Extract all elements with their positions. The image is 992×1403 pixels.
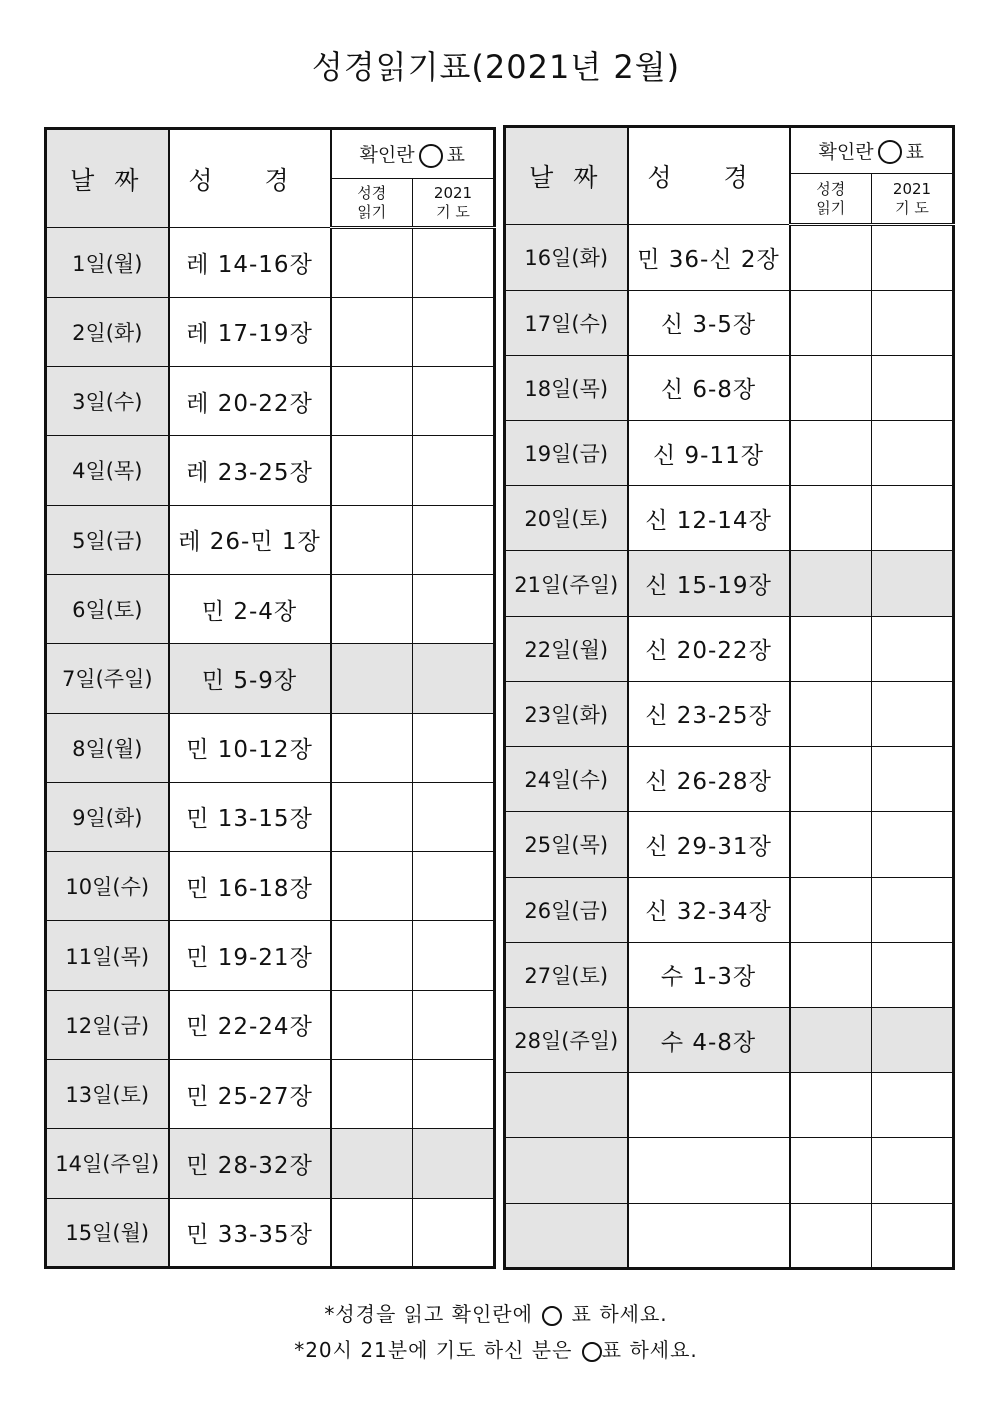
note-pray-text: *20시 21분에 기도 하신 분은 xyxy=(294,1338,573,1362)
reading-cell: 신 23-25장 xyxy=(628,681,790,746)
read-check-box[interactable] xyxy=(790,681,872,746)
table-row xyxy=(46,574,495,643)
circle-mark-icon xyxy=(419,144,443,168)
date-cell: 1일(월) xyxy=(46,228,169,297)
date-cell: 20일(토) xyxy=(505,486,628,551)
date-cell: 8일(월) xyxy=(46,713,169,782)
pray-check-box[interactable] xyxy=(872,225,954,290)
read-check-box[interactable] xyxy=(331,644,413,713)
table-row xyxy=(46,1059,495,1128)
reading-cell xyxy=(628,1073,790,1138)
pray-check-box[interactable] xyxy=(872,486,954,551)
date-cell: 25일(목) xyxy=(505,812,628,877)
reading-cell: 신 29-31장 xyxy=(628,812,790,877)
header-date: 날 짜 xyxy=(46,129,169,228)
reading-cell: 민 5-9장 xyxy=(169,644,331,713)
reading-cell: 신 3-5장 xyxy=(628,290,790,355)
reading-cell: 레 23-25장 xyxy=(169,436,331,505)
reading-cell: 수 1-3장 xyxy=(628,942,790,1007)
pray-check-box[interactable] xyxy=(413,1129,495,1198)
pray-check-box[interactable] xyxy=(872,1138,954,1203)
table-row xyxy=(505,942,954,1007)
reading-cell: 민 25-27장 xyxy=(169,1059,331,1128)
date-cell: 13일(토) xyxy=(46,1059,169,1128)
circle-mark-icon xyxy=(878,140,902,164)
read-check-box[interactable] xyxy=(790,1203,872,1268)
read-check-box[interactable] xyxy=(790,1073,872,1138)
date-cell: 24일(수) xyxy=(505,747,628,812)
read-check-box[interactable] xyxy=(790,747,872,812)
pray-check-box[interactable] xyxy=(872,747,954,812)
table-row xyxy=(46,1198,495,1267)
pray-check-box[interactable] xyxy=(872,355,954,420)
reading-cell: 레 17-19장 xyxy=(169,297,331,366)
date-cell: 14일(주일) xyxy=(46,1129,169,1198)
pray-check-box[interactable] xyxy=(413,782,495,851)
table-row xyxy=(505,551,954,616)
read-check-box[interactable] xyxy=(331,505,413,574)
table-row xyxy=(46,436,495,505)
header-pray: 2021 기 도 xyxy=(872,174,954,225)
header-row xyxy=(46,129,495,179)
table-row xyxy=(505,1203,954,1268)
pray-check-box[interactable] xyxy=(413,644,495,713)
reading-cell: 민 22-24장 xyxy=(169,990,331,1059)
note-pray-suffix: 표 하세요. xyxy=(601,1338,698,1362)
table-row xyxy=(505,355,954,420)
read-check-box[interactable] xyxy=(790,486,872,551)
reading-cell: 민 33-35장 xyxy=(169,1198,331,1267)
table-row xyxy=(505,681,954,746)
date-cell: 7일(주일) xyxy=(46,644,169,713)
read-check-box[interactable] xyxy=(790,616,872,681)
pray-check-box[interactable] xyxy=(413,228,495,297)
pray-check-box[interactable] xyxy=(872,681,954,746)
note-read-suffix: 표 하세요. xyxy=(571,1302,668,1326)
instruction-note-read xyxy=(0,1298,992,1327)
reading-cell: 레 20-22장 xyxy=(169,367,331,436)
date-cell: 12일(금) xyxy=(46,990,169,1059)
reading-cell: 신 12-14장 xyxy=(628,486,790,551)
header-check-suffix: 표 xyxy=(905,140,924,163)
read-check-box[interactable] xyxy=(331,1129,413,1198)
date-cell: 2일(화) xyxy=(46,297,169,366)
header-bible: 성 경 xyxy=(169,129,331,228)
pray-check-box[interactable] xyxy=(872,812,954,877)
reading-cell: 민 10-12장 xyxy=(169,713,331,782)
date-cell: 11일(목) xyxy=(46,921,169,990)
read-check-box[interactable] xyxy=(790,290,872,355)
date-cell: 19일(금) xyxy=(505,420,628,485)
date-cell xyxy=(505,1138,628,1203)
header-read: 성경 읽기 xyxy=(790,174,872,225)
read-check-box[interactable] xyxy=(331,574,413,643)
date-cell: 27일(토) xyxy=(505,942,628,1007)
table-row xyxy=(46,367,495,436)
read-check-box[interactable] xyxy=(331,921,413,990)
table-row xyxy=(46,990,495,1059)
reading-cell: 신 15-19장 xyxy=(628,551,790,616)
read-check-box[interactable] xyxy=(790,1138,872,1203)
pray-check-box[interactable] xyxy=(872,290,954,355)
read-check-box[interactable] xyxy=(331,436,413,505)
pray-check-box[interactable] xyxy=(413,1198,495,1267)
date-cell: 15일(월) xyxy=(46,1198,169,1267)
date-cell: 18일(목) xyxy=(505,355,628,420)
read-check-box[interactable] xyxy=(331,367,413,436)
reading-cell: 민 19-21장 xyxy=(169,921,331,990)
reading-cell: 민 28-32장 xyxy=(169,1129,331,1198)
pray-check-box[interactable] xyxy=(413,1059,495,1128)
table-row xyxy=(505,616,954,681)
reading-cell: 신 6-8장 xyxy=(628,355,790,420)
reading-cell: 신 20-22장 xyxy=(628,616,790,681)
read-check-box[interactable] xyxy=(331,297,413,366)
reading-cell: 레 26-민 1장 xyxy=(169,505,331,574)
read-check-box[interactable] xyxy=(790,812,872,877)
table-row xyxy=(505,877,954,942)
pray-check-box[interactable] xyxy=(872,1073,954,1138)
read-check-box[interactable] xyxy=(790,355,872,420)
pray-check-box[interactable] xyxy=(413,505,495,574)
pray-check-box[interactable] xyxy=(872,1007,954,1072)
table-row xyxy=(46,921,495,990)
reading-cell xyxy=(628,1138,790,1203)
pray-check-box[interactable] xyxy=(413,367,495,436)
reading-cell: 수 4-8장 xyxy=(628,1007,790,1072)
read-check-box[interactable] xyxy=(790,225,872,290)
read-check-box[interactable] xyxy=(790,551,872,616)
pray-check-box[interactable] xyxy=(413,574,495,643)
reading-cell: 민 36-신 2장 xyxy=(628,225,790,290)
header-check-label: 확인란 xyxy=(818,140,874,163)
date-cell xyxy=(505,1203,628,1268)
pray-check-box[interactable] xyxy=(413,990,495,1059)
read-check-box[interactable] xyxy=(331,228,413,297)
table-row xyxy=(46,1129,495,1198)
reading-cell: 신 26-28장 xyxy=(628,747,790,812)
read-check-box[interactable] xyxy=(331,1059,413,1128)
table-row xyxy=(505,747,954,812)
date-cell: 10일(수) xyxy=(46,852,169,921)
header-read: 성경 읽기 xyxy=(331,179,413,228)
pray-check-box[interactable] xyxy=(872,616,954,681)
header-check xyxy=(790,127,954,174)
table-row xyxy=(505,1073,954,1138)
pray-check-box[interactable] xyxy=(872,551,954,616)
date-cell: 3일(수) xyxy=(46,367,169,436)
page-title: 성경읽기표(2021년 2월) xyxy=(311,48,681,86)
pray-check-box[interactable] xyxy=(413,297,495,366)
instruction-note-pray xyxy=(0,1334,992,1363)
note-read-text: *성경을 읽고 확인란에 xyxy=(324,1302,533,1326)
read-check-box[interactable] xyxy=(331,1198,413,1267)
header-check-suffix: 표 xyxy=(446,144,465,167)
date-cell: 6일(토) xyxy=(46,574,169,643)
header-pray: 2021 기 도 xyxy=(413,179,495,228)
table-row xyxy=(46,297,495,366)
circle-mark-icon xyxy=(582,1342,602,1362)
table-row xyxy=(505,290,954,355)
read-check-box[interactable] xyxy=(331,782,413,851)
date-cell: 4일(목) xyxy=(46,436,169,505)
reading-cell: 신 32-34장 xyxy=(628,877,790,942)
reading-cell: 레 14-16장 xyxy=(169,228,331,297)
pray-check-box[interactable] xyxy=(872,942,954,1007)
read-check-box[interactable] xyxy=(790,877,872,942)
read-check-box[interactable] xyxy=(790,420,872,485)
table-row xyxy=(46,644,495,713)
reading-table-right xyxy=(503,125,955,1270)
reading-cell xyxy=(628,1203,790,1268)
circle-mark-icon xyxy=(542,1306,562,1326)
header-date: 날 짜 xyxy=(505,127,628,225)
read-check-box[interactable] xyxy=(331,990,413,1059)
table-row xyxy=(505,1007,954,1072)
table-row xyxy=(46,782,495,851)
read-check-box[interactable] xyxy=(331,713,413,782)
table-row xyxy=(46,852,495,921)
date-cell: 21일(주일) xyxy=(505,551,628,616)
date-cell: 23일(화) xyxy=(505,681,628,746)
table-row xyxy=(505,225,954,290)
reading-cell: 신 9-11장 xyxy=(628,420,790,485)
table-row xyxy=(505,812,954,877)
pray-check-box[interactable] xyxy=(872,877,954,942)
pray-check-box[interactable] xyxy=(413,713,495,782)
pray-check-box[interactable] xyxy=(872,1203,954,1268)
header-bible: 성 경 xyxy=(628,127,790,225)
read-check-box[interactable] xyxy=(790,1007,872,1072)
header-check xyxy=(331,129,495,179)
pray-check-box[interactable] xyxy=(872,420,954,485)
pray-check-box[interactable] xyxy=(413,921,495,990)
read-check-box[interactable] xyxy=(331,852,413,921)
table-row xyxy=(505,420,954,485)
reading-cell: 민 2-4장 xyxy=(169,574,331,643)
date-cell: 26일(금) xyxy=(505,877,628,942)
header-row xyxy=(505,127,954,174)
table-row xyxy=(46,713,495,782)
reading-table-left xyxy=(44,127,496,1269)
date-cell: 9일(화) xyxy=(46,782,169,851)
table-row xyxy=(46,505,495,574)
date-cell: 28일(주일) xyxy=(505,1007,628,1072)
reading-cell: 민 16-18장 xyxy=(169,852,331,921)
date-cell: 5일(금) xyxy=(46,505,169,574)
table-row xyxy=(46,228,495,297)
date-cell xyxy=(505,1073,628,1138)
pray-check-box[interactable] xyxy=(413,852,495,921)
header-check-label: 확인란 xyxy=(359,144,415,167)
table-row xyxy=(505,1138,954,1203)
reading-cell: 민 13-15장 xyxy=(169,782,331,851)
read-check-box[interactable] xyxy=(790,942,872,1007)
date-cell: 22일(월) xyxy=(505,616,628,681)
pray-check-box[interactable] xyxy=(413,436,495,505)
date-cell: 16일(화) xyxy=(505,225,628,290)
date-cell: 17일(수) xyxy=(505,290,628,355)
table-row xyxy=(505,486,954,551)
